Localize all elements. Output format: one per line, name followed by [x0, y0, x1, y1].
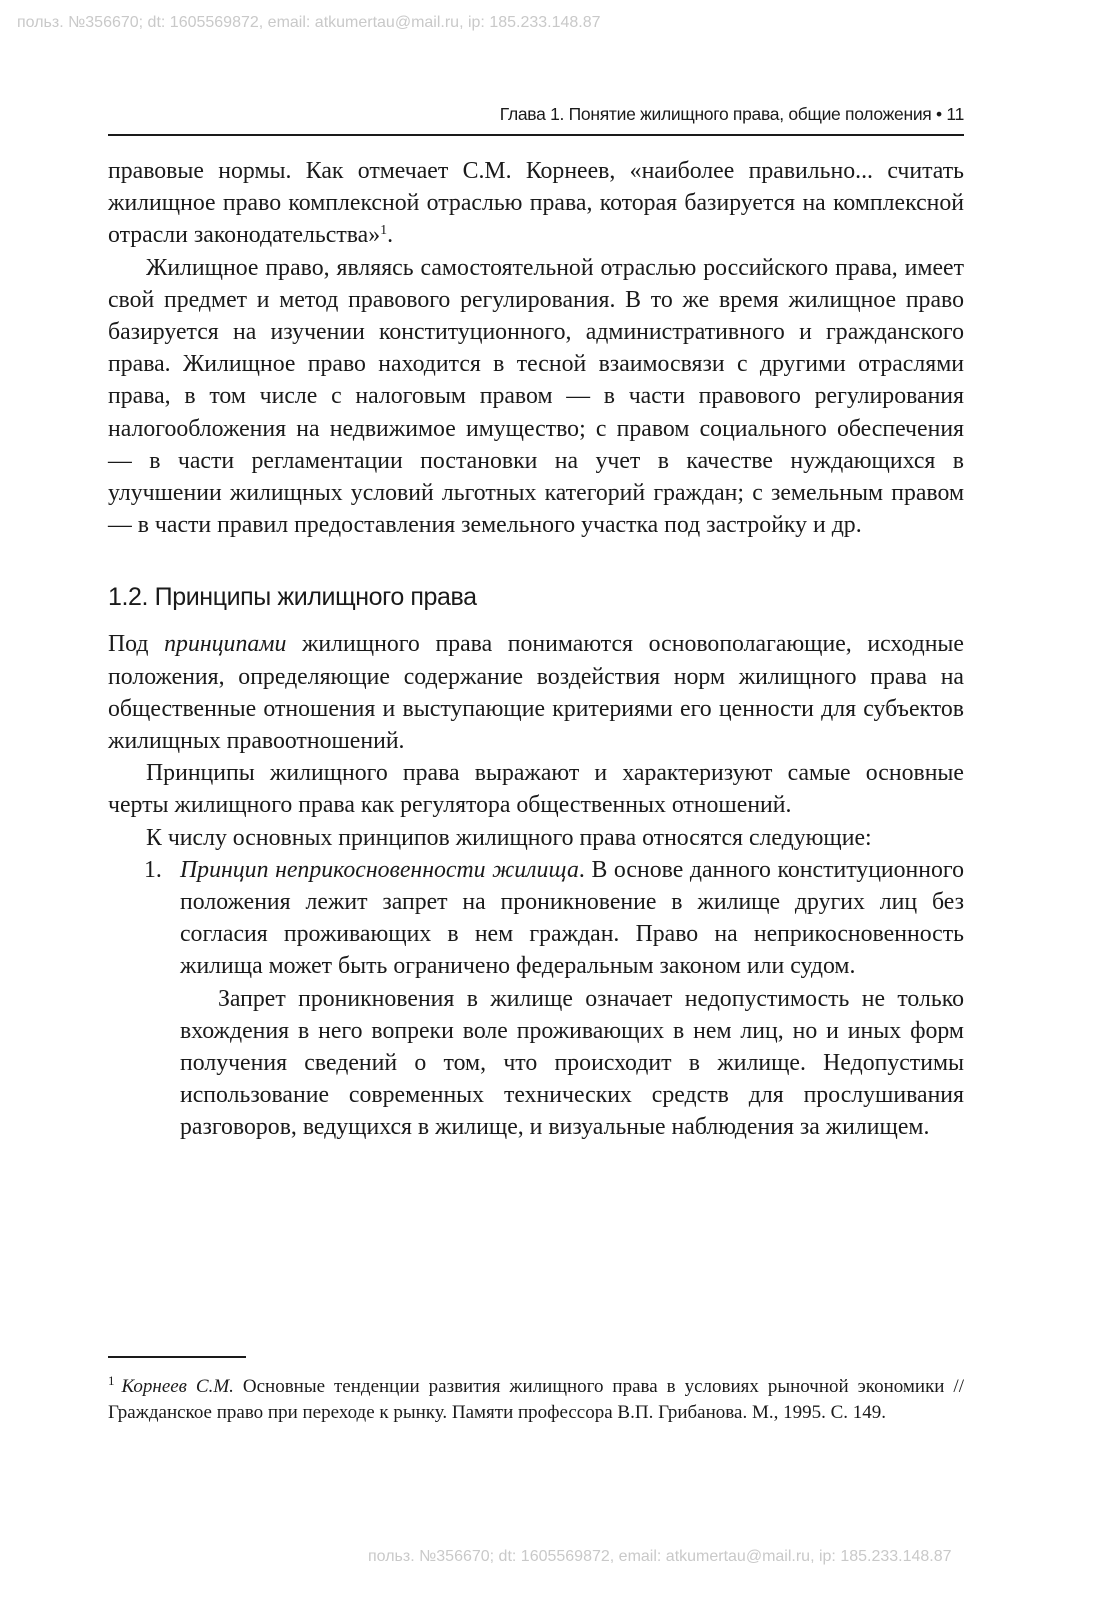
- emphasis-term: принципами: [164, 631, 287, 658]
- footnote-author: Корнеев С.М.: [121, 1376, 234, 1397]
- paragraph-1: правовые нормы. Как отмечает С.М. Корнеев, «наиболее правильно... считать жилищное право комплексной отраслью права, которая базируется на комплексной отрасли законодательства»$^1$.: [108, 158, 964, 249]
- footnote: $^1$ Корнеев С.М. Основные тенденции развития жилищного права в условиях рыночной экономики // Гражданское право при переходе к рынку. Памяти профессора В.П. Грибанова. М., 1995. С. 149.: [108, 1373, 964, 1423]
- watermark-top: польз. №356670; dt: 1605569872, email: atkumertau@mail.ru, ip: 185.233.148.87: [17, 14, 601, 31]
- list-item-title: Принцип неприкосновенности жилища: [180, 856, 579, 883]
- section-paragraph-3: К числу основных принципов жилищного права относятся следующие:: [146, 824, 872, 851]
- list-item-number: 1.: [144, 856, 162, 883]
- footnote-rule: [108, 1356, 246, 1358]
- list-item: 1. Принцип неприкосновенности жилища. В основе данного конституционного положения лежит запрет на проникновение в жилище других лиц без согласия проживающих в нем граждан. Право на неприкосновенность жилища может быть ограничено федеральным законом или судом.: [108, 854, 964, 983]
- section-title: 1.2. Принципы жилищного права: [108, 583, 477, 612]
- footnote-mark: 1: [108, 1373, 115, 1388]
- running-header: Глава 1. Понятие жилищного права, общие положения • 11: [499, 104, 964, 124]
- list-item-paragraph: Запрет проникновения в жилище означает недопустимость не только вхождения в него вопреки воле проживающих в нем лиц, но и иных форм получения сведений о том, что происходит в жилище. Недопустимы использование современных технических средств для прослушивания разговоров, ведущихся в жилище, и визуальные наблюдения за жилищем.: [180, 985, 964, 1141]
- watermark-bottom: польз. №356670; dt: 1605569872, email: atkumertau@mail.ru, ip: 185.233.148.87: [368, 1548, 952, 1565]
- section-paragraph-1: Под принципами жилищного права понимаются основополагающие, исходные положения, определяющие содержание воздействия норм жилищного права на общественные отношения и выступающие критериями его ценности для субъектов жилищных правоотношений.: [108, 631, 964, 755]
- page-body: [108, 155, 964, 1144]
- footnote-ref[interactable]: 1: [380, 223, 388, 239]
- header-rule: [108, 134, 964, 136]
- paragraph-2: Жилищное право, являясь самостоятельной отраслью российского права, имеет свой предмет и метод правового регулирования. В то же время жилищное право базируется на изучении конституционного, административного и гражданского права. Жилищное право находится в тесной взаимосвязи с другими отраслями права, в том числе с налоговым правом — в части правового регулирования налогообложения на недвижимое имущество; с правом социального обеспечения — в части регламентации постановки на учет в качестве нуждающихся в улучшении жилищных условий льготных категорий граждан; с земельным правом — в части правил предоставления земельного участка под застройку и др.: [108, 254, 964, 539]
- section-paragraph-2: Принципы жилищного права выражают и характеризуют самые основные черты жилищного права как регулятора общественных отношений.: [108, 760, 964, 819]
